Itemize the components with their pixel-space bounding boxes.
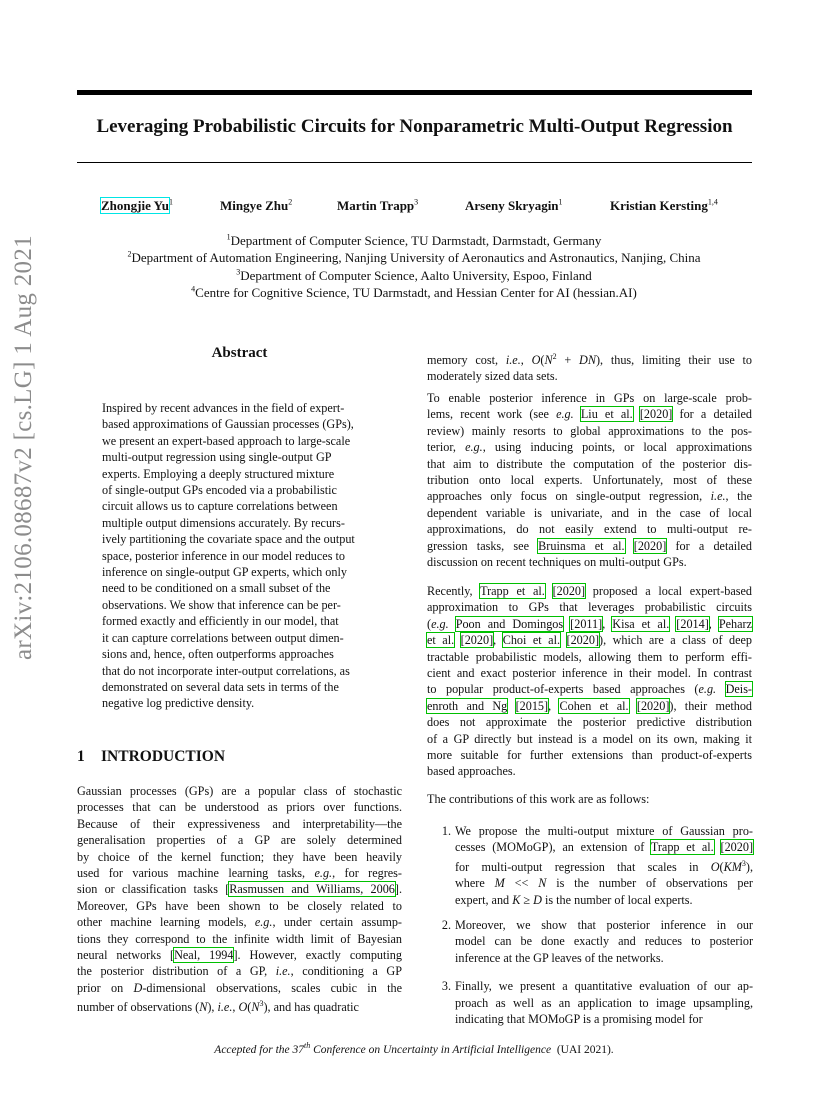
text-line: where M << N is the number of observations per xyxy=(455,876,753,891)
text-line: The contributions of this work are as follows: xyxy=(427,792,650,806)
affiliations xyxy=(0,232,828,301)
text-line: Inspired by recent advances in the field of expert- xyxy=(102,401,345,415)
affiliation-text: Department of Automation Engineering, Nanjing University of Aeronautics and Astronautics, Nanjing, China xyxy=(131,250,701,266)
affiliation xyxy=(0,249,828,266)
text-line: model can be done exactly and reduces to posterior xyxy=(455,934,753,949)
affiliation-sup: 4 xyxy=(191,284,196,294)
author-kersting xyxy=(610,198,718,214)
intro-right-continuation xyxy=(427,349,752,385)
affiliation xyxy=(0,267,828,284)
affiliation-sup: 3 xyxy=(236,267,241,277)
section-number: 1 xyxy=(77,748,85,765)
text-line: dependent variable is univariate, and in the case of local xyxy=(427,505,752,520)
text-line: We propose the multi-output mixture of Gaussian pro- xyxy=(455,824,753,838)
list-marker: 3. xyxy=(441,979,451,994)
text-line: of single-output GPs encoded via a probabilistic xyxy=(102,483,337,498)
intro-left-column xyxy=(77,783,402,1016)
list-marker: 2. xyxy=(441,918,451,932)
text-line: multiple output dimensions accurately. By recurs- xyxy=(102,515,345,530)
text-line: approaches only focus on single-output regression, i.e., the xyxy=(427,489,753,504)
text-line: that aim to distribute the computation of the posterior dis- xyxy=(427,456,752,471)
contributions-intro xyxy=(427,791,752,807)
text-line: of a GP directly but instead is a model on its own, making it xyxy=(427,731,752,746)
text-line: the posterior distribution of a GP, i.e., conditioning a GP xyxy=(77,964,402,979)
affiliation-text: Department of Computer Science, Aalto University, Espoo, Finland xyxy=(240,267,592,283)
text-line: inference on single-output GP experts, which only xyxy=(102,565,347,580)
text-line: gression tasks, see Bruinsma et al. [2020] for a detailed xyxy=(427,538,753,553)
affiliation-sup: 1 xyxy=(226,232,231,242)
text-line: that do not incorporate inter-output correlations, as xyxy=(102,663,350,678)
text-line: indicating that MOMoGP is a promising model for xyxy=(455,1012,703,1026)
section-title: INTRODUCTION xyxy=(101,748,226,765)
text-line: need to be conditioned on a small subset of the xyxy=(102,581,331,596)
text-line: lems, recent work (see e.g. Liu et al. [2020] for a detailed xyxy=(427,407,753,422)
text-line: tractable probabilistic models, allowing them to perform effi- xyxy=(427,649,752,664)
text-line: by choice of the kernel function; they have been heavily xyxy=(77,849,402,864)
text-line: approximations, do not easily extend to multi-output re- xyxy=(427,522,752,537)
text-line: tions they correspond to the infinite width limit of Bayesian xyxy=(77,931,402,946)
affiliation-text: Centre for Cognitive Science, TU Darmstadt, and Hessian Center for AI (hessian.AI) xyxy=(195,284,637,300)
text-line: discussion on recent techniques on multi-output GPs. xyxy=(427,555,687,570)
text-line: formed exactly and efficiently in our model, that xyxy=(102,614,339,629)
text-line: multi-output regression using single-output GP xyxy=(102,450,332,465)
author-name: Mingye Zhu xyxy=(220,198,289,213)
text-line: used for various machine learning tasks, e.g., for regres- xyxy=(77,866,402,881)
text-line: memory cost, i.e., $O(N^2 + DN)$, thus, limiting their use to xyxy=(427,352,752,368)
author-sup: 1 xyxy=(169,197,174,207)
text-line: inference at the GP leaves of the networks. xyxy=(455,950,664,965)
text-line: to popular product-of-experts based approaches (e.g. Deis- xyxy=(427,682,752,697)
author-list xyxy=(0,198,828,218)
author-sup: 2 xyxy=(288,197,293,207)
affiliation-text: Department of Computer Science, TU Darmstadt, Darmstadt, Germany xyxy=(230,233,602,248)
contribution-text xyxy=(455,823,753,908)
text-line: Gaussian processes (GPs) are a popular class of stochastic xyxy=(77,784,402,798)
venue-text xyxy=(214,1041,552,1056)
paper-title: Leveraging Probabilistic Circuits for Nonparametric Multi-Output Regression xyxy=(96,116,733,137)
text-line: proach as well as an application to image upsampling, xyxy=(455,995,753,1010)
text-line: processes that can be understood as priors over functions. xyxy=(77,800,402,815)
text-line: it can capture correlations between output dimen- xyxy=(102,630,344,645)
text-line: other machine learning models, e.g., under certain assump- xyxy=(77,915,402,930)
text-line: neural networks [Neal, 1994]. However, exactly computing xyxy=(77,948,402,963)
text-line: review) mainly resorts to global approximations to the pos- xyxy=(427,423,752,438)
text-line: we present an expert-based approach to large-scale xyxy=(102,433,351,448)
text-line: Moreover, GPs have been shown to be closely related to xyxy=(77,898,402,913)
contribution-text xyxy=(455,978,753,1027)
venue-footer xyxy=(0,1041,828,1056)
text-line: moderately sized data sets. xyxy=(427,369,558,384)
affiliation-sup: 2 xyxy=(127,249,132,259)
text-line: for multi-output regression that scales in $O(KM^3)$, xyxy=(455,858,753,874)
text-line: Moreover, we show that posterior inference in our xyxy=(455,918,753,932)
intro-paragraph-3 xyxy=(427,583,752,780)
author-sup: 3 xyxy=(414,197,419,207)
title-rule xyxy=(77,162,752,163)
venue-sup: th xyxy=(304,1041,311,1051)
text-line: negative log predictive density. xyxy=(102,696,255,711)
abstract-body xyxy=(102,400,379,712)
top-rule xyxy=(77,90,752,95)
author-name: Kristian Kersting xyxy=(610,198,708,213)
text-line: space, posterior inference in our model reduces to xyxy=(102,548,345,563)
author-sup: 1 xyxy=(558,197,563,207)
text-line: tribution onto local experts. Unfortunately, most of these xyxy=(427,473,752,488)
text-line: experts. Employing a deeply structured mixture xyxy=(102,466,335,481)
venue-post: Conference on Uncertainty in Artificial Intelligence xyxy=(310,1044,552,1056)
text-line: enroth and Ng [2015], Cohen et al. [2020]), their method xyxy=(427,698,753,713)
text-line: circuit allows us to capture correlations between xyxy=(102,499,338,514)
affiliation xyxy=(0,232,828,249)
contribution-text xyxy=(455,917,753,966)
venue-tail: (UAI 2021). xyxy=(556,1044,614,1056)
text-line: Recently, Trapp et al. [2020] proposed a local expert-based xyxy=(427,584,753,598)
intro-paragraph-2 xyxy=(427,390,752,570)
text-line: generalisation properties of a GP are solely determined xyxy=(77,833,402,848)
section-heading xyxy=(77,748,225,766)
text-line: cesses (MOMoGP), an extension of Trapp et al. [2020] xyxy=(455,840,754,855)
text-line: approximation to GPs that leverages probabilistic circuits xyxy=(427,600,752,615)
text-line: To enable posterior inference in GPs on large-scale prob- xyxy=(427,391,752,405)
text-line: does not approximate the posterior predictive distribution xyxy=(427,715,752,730)
text-line: ively partitioning the covariate space and the output xyxy=(102,532,355,547)
arxiv-id: arXiv:2106.08687v2 [cs.LG] 1 Aug 2021 xyxy=(10,235,37,660)
venue-pre: Accepted for the 37 xyxy=(214,1044,305,1056)
text-line: et al. [2020], Choi et al. [2020]), which are a class of deep xyxy=(427,633,753,648)
text-line: (e.g. Poon and Domingos [2011], Kisa et al. [2014], Peharz xyxy=(427,616,753,631)
text-line: prior on D-dimensional observations, scales cubic in the xyxy=(77,980,402,995)
affiliation xyxy=(0,284,828,301)
text-line: Finally, we present a quantitative evaluation of our ap- xyxy=(455,979,753,994)
author-trapp xyxy=(337,198,418,214)
author-name: Martin Trapp xyxy=(337,198,415,213)
text-line: more suitable for further extensions than product-of-experts xyxy=(427,748,752,763)
abstract-heading: Abstract xyxy=(211,345,268,361)
text-line: sions and, hence, often outperforms approaches xyxy=(102,647,334,662)
text-line: expert, and K ≥ D is the number of local experts. xyxy=(455,892,693,907)
list-marker: 1. xyxy=(441,824,451,838)
text-line: observations. We show that inference can be per- xyxy=(102,597,341,612)
text-line: cient and exact posterior inference in their model. In contrast xyxy=(427,666,752,681)
author-name[interactable]: Zhongjie Yu xyxy=(101,198,170,213)
text-line: sion or classification tasks [Rasmussen and Williams, 2006]. xyxy=(77,882,402,897)
text-line: based approaches. xyxy=(427,764,516,779)
text-line: Because of their expressiveness and interpretability—the xyxy=(77,816,402,831)
author-skryagin xyxy=(465,198,563,214)
author-yu[interactable] xyxy=(101,198,173,214)
author-name: Arseny Skryagin xyxy=(465,198,559,213)
text-line: terior, e.g., using inducing points, or local approximations xyxy=(427,440,753,455)
text-line: number of observations (N), i.e., $O(N^3)$, and has quadratic xyxy=(77,999,359,1015)
text-line: demonstrated on several data sets in terms of the xyxy=(102,679,339,694)
author-zhu xyxy=(220,198,292,214)
text-line: based approximations of Gaussian processes (GPs), xyxy=(102,417,354,432)
author-sup: 1,4 xyxy=(707,197,718,207)
